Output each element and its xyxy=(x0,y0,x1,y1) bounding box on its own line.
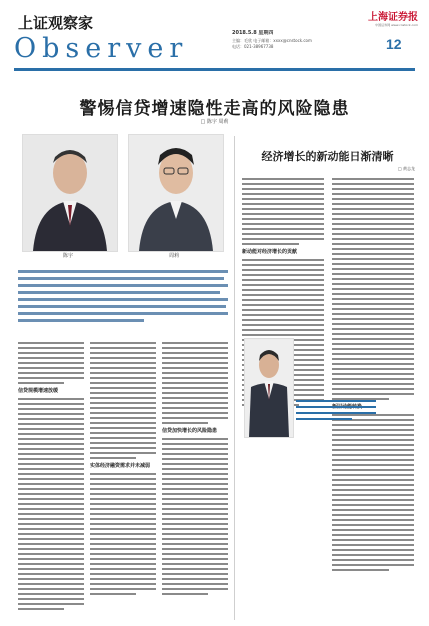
masthead-meta xyxy=(232,30,384,50)
subhead: 信贷加快增长的风险隐患 xyxy=(162,428,218,434)
author-photo-right xyxy=(128,134,224,252)
author-photo-right-caption: 周莉 xyxy=(168,253,179,259)
main-byline: □ 陈宇 周莉 xyxy=(200,119,229,125)
main-headline: 警惕信贷增速隐性走高的风险隐患 xyxy=(79,99,350,119)
column-english-title: Observer xyxy=(14,33,189,64)
newspaper-logo xyxy=(360,8,418,27)
masthead-rule xyxy=(14,68,415,71)
right-article-byline: □ 黄志龙 xyxy=(397,166,415,171)
contact-line: 电话：021-38967738 xyxy=(232,44,274,49)
page-number: 12 xyxy=(386,36,402,52)
editor-line: 主编：毛欣 电子邮箱：xxxx@cnstock.com xyxy=(232,38,312,43)
issue-date: 2018.5.8 星期四 xyxy=(232,30,274,36)
column-name: 上证观察家 xyxy=(18,14,94,32)
right-author-photo xyxy=(244,338,294,438)
subhead: 信贷规模增速放缓 xyxy=(18,388,59,394)
subhead: 实体经济融资需求并未减弱 xyxy=(90,463,151,469)
main-body-col-1 xyxy=(18,342,84,613)
right-article-title: 经济增长的新动能日渐清晰 xyxy=(261,150,394,163)
column-divider xyxy=(234,136,235,620)
author-photo-left-caption: 陈宇 xyxy=(62,253,73,259)
subhead: 新动能对经济增长的贡献 xyxy=(242,249,298,255)
main-body-col-2 xyxy=(90,342,156,598)
article-summary xyxy=(18,270,228,332)
right-photo-caption xyxy=(296,400,376,424)
main-body-col-3 xyxy=(162,342,228,598)
logo-text: 上海证券报 xyxy=(368,12,418,23)
author-photo-left xyxy=(22,134,118,252)
right-body-col-2 xyxy=(332,178,414,574)
logo-subtext: 中国证券网 www.cnstock.com xyxy=(375,23,418,27)
